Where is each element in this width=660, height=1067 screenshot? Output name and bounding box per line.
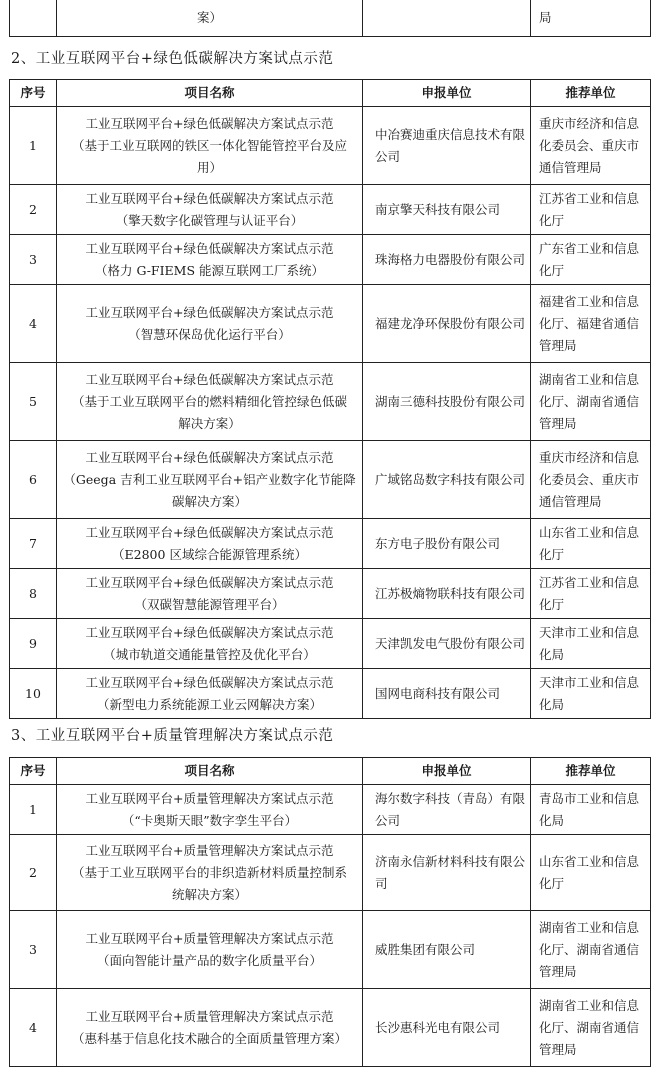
project-name-line: 工业互联网平台+绿色低碳解决方案试点示范 (85, 240, 334, 256)
cell-name (57, 669, 363, 719)
cell-name (57, 107, 363, 185)
cell-rec: 湖南省工业和信息化厅、湖南省通信管理局 (531, 363, 651, 441)
cell-no: 5 (10, 363, 57, 441)
header-unit: 申报单位 (363, 758, 531, 785)
cell-no: 1 (10, 107, 57, 185)
cell-no: 9 (10, 619, 57, 669)
cell-no: 10 (10, 669, 57, 719)
project-name-line: （基于工业互联网的铁区一体化智能管控平台及应 (71, 137, 347, 153)
cell-rec: 局 (531, 0, 651, 37)
cell-no: 6 (10, 441, 57, 519)
cell-no: 8 (10, 569, 57, 619)
project-name-line: 工业互联网平台+绿色低碳解决方案试点示范 (85, 304, 334, 320)
project-name-line: （城市轨道交通能量管控及优化平台） (103, 646, 316, 662)
cell-no (10, 0, 57, 37)
cell-name: 案） (57, 0, 363, 37)
cell-unit: 珠海格力电器股份有限公司 (363, 235, 531, 285)
project-name-line: 工业互联网平台+绿色低碳解决方案试点示范 (85, 574, 334, 590)
cell-rec: 湖南省工业和信息化厅、湖南省通信管理局 (531, 989, 651, 1067)
project-name-line: （E2800 区域综合能源管理系统） (112, 546, 307, 562)
project-name-line: 工业互联网平台+质量管理解决方案试点示范 (85, 1008, 334, 1024)
cell-name (57, 619, 363, 669)
cell-rec: 青岛市工业和信息化局 (531, 785, 651, 835)
project-name-line: （智慧环保岛优化运行平台） (128, 326, 291, 342)
cell-rec: 天津市工业和信息化局 (531, 619, 651, 669)
section2-table (9, 79, 651, 719)
header-no: 序号 (10, 758, 57, 785)
cell-no: 3 (10, 911, 57, 989)
section2-heading: 2、工业互联网平台+绿色低碳解决方案试点示范 (11, 51, 334, 67)
project-name-line: （“卡奥斯天眼”数字孪生平台） (121, 812, 298, 828)
cell-no: 2 (10, 185, 57, 235)
cell-rec: 江苏省工业和信息化厅 (531, 185, 651, 235)
cell-unit: 湖南三德科技股份有限公司 (363, 363, 531, 441)
project-name-line: 工业互联网平台+绿色低碳解决方案试点示范 (85, 624, 334, 640)
table-row (10, 989, 651, 1067)
table-row (10, 441, 651, 519)
cell-name (57, 911, 363, 989)
cell-unit: 国网电商科技有限公司 (363, 669, 531, 719)
cell-unit: 天津凯发电气股份有限公司 (363, 619, 531, 669)
cell-name (57, 989, 363, 1067)
project-name-line: 统解决方案） (171, 886, 247, 902)
cell-rec: 天津市工业和信息化局 (531, 669, 651, 719)
cell-unit: 广域铭岛数字科技有限公司 (363, 441, 531, 519)
project-name-line: （基于工业互联网平台的燃料精细化管控绿色低碳 (71, 393, 347, 409)
cell-unit: 海尔数字科技（青岛）有限公司 (363, 785, 531, 835)
cell-rec: 湖南省工业和信息化厅、湖南省通信管理局 (531, 911, 651, 989)
cell-name (57, 235, 363, 285)
project-name-line: （面向智能计量产品的数字化质量平台） (96, 952, 322, 968)
table-row (10, 519, 651, 569)
table-row (10, 285, 651, 363)
cell-unit: 东方电子股份有限公司 (363, 519, 531, 569)
project-name-line: （双碳智慧能源管理平台） (134, 596, 285, 612)
project-name-line: （格力 G-FIEMS 能源互联网工厂系统） (95, 262, 324, 278)
header-rec: 推荐单位 (531, 80, 651, 107)
table-row (10, 363, 651, 441)
table-row (10, 669, 651, 719)
header-name: 项目名称 (57, 758, 363, 785)
project-name-line: （惠科基于信息化技术融合的全面质量管理方案） (71, 1030, 347, 1046)
table-row (10, 107, 651, 185)
cell-unit: 济南永信新材料科技有限公司 (363, 835, 531, 911)
project-name-line: 工业互联网平台+质量管理解决方案试点示范 (85, 930, 334, 946)
cell-unit: 威胜集团有限公司 (363, 911, 531, 989)
header-name: 项目名称 (57, 80, 363, 107)
project-name-line: 工业互联网平台+绿色低碳解决方案试点示范 (85, 524, 334, 540)
header-unit: 申报单位 (363, 80, 531, 107)
cell-no: 1 (10, 785, 57, 835)
project-name-line: 工业互联网平台+绿色低碳解决方案试点示范 (85, 115, 334, 131)
project-name-line: 工业互联网平台+绿色低碳解决方案试点示范 (85, 449, 334, 465)
cell-rec: 山东省工业和信息化厅 (531, 835, 651, 911)
header-no: 序号 (10, 80, 57, 107)
table-row (10, 835, 651, 911)
cell-unit: 长沙惠科光电有限公司 (363, 989, 531, 1067)
project-name-line: （Geega 吉利工业互联网平台+铝产业数字化节能降 (63, 471, 356, 487)
project-name-line: 工业互联网平台+绿色低碳解决方案试点示范 (85, 371, 334, 387)
cell-unit: 江苏极熵物联科技有限公司 (363, 569, 531, 619)
project-name-line: 碳解决方案） (171, 493, 247, 509)
cell-rec: 重庆市经济和信息化委员会、重庆市通信管理局 (531, 107, 651, 185)
cell-rec: 江苏省工业和信息化厅 (531, 569, 651, 619)
project-name-line: 工业互联网平台+绿色低碳解决方案试点示范 (85, 190, 334, 206)
section3-heading: 3、工业互联网平台+质量管理解决方案试点示范 (11, 728, 334, 744)
cell-name (57, 835, 363, 911)
table-row (10, 235, 651, 285)
cell-rec: 广东省工业和信息化厅 (531, 235, 651, 285)
cell-unit: 福建龙净环保股份有限公司 (363, 285, 531, 363)
cell-no: 4 (10, 989, 57, 1067)
table-row (10, 619, 651, 669)
cell-name (57, 363, 363, 441)
project-name-line: （擎天数字化碳管理与认证平台） (115, 212, 304, 228)
cell-name (57, 441, 363, 519)
cell-no: 3 (10, 235, 57, 285)
cell-name (57, 785, 363, 835)
table-row (10, 911, 651, 989)
project-name-line: 工业互联网平台+质量管理解决方案试点示范 (85, 790, 334, 806)
cell-unit (363, 0, 531, 37)
cell-name (57, 569, 363, 619)
table-row (10, 569, 651, 619)
table-row (10, 185, 651, 235)
section3-table (9, 757, 651, 1067)
table-header-row (10, 80, 651, 107)
table-header-row (10, 758, 651, 785)
cell-name (57, 285, 363, 363)
cell-rec: 福建省工业和信息化厅、福建省通信管理局 (531, 285, 651, 363)
project-name-line: （基于工业互联网平台的非织造新材料质量控制系 (71, 864, 347, 880)
header-rec: 推荐单位 (531, 758, 651, 785)
cell-no: 2 (10, 835, 57, 911)
project-name-line: 解决方案） (178, 415, 241, 431)
project-name-line: （新型电力系统能源工业云网解决方案） (96, 696, 322, 712)
cell-no: 7 (10, 519, 57, 569)
table-row (10, 785, 651, 835)
cell-rec: 山东省工业和信息化厅 (531, 519, 651, 569)
cell-unit: 南京擎天科技有限公司 (363, 185, 531, 235)
project-name-line: 工业互联网平台+质量管理解决方案试点示范 (85, 842, 334, 858)
cell-unit: 中冶赛迪重庆信息技术有限公司 (363, 107, 531, 185)
cell-rec: 重庆市经济和信息化委员会、重庆市通信管理局 (531, 441, 651, 519)
cell-name (57, 519, 363, 569)
cell-no: 4 (10, 285, 57, 363)
project-name-line: 工业互联网平台+绿色低碳解决方案试点示范 (85, 674, 334, 690)
project-name-line: 用） (196, 159, 222, 175)
cell-name (57, 185, 363, 235)
continued-table (9, 0, 651, 37)
